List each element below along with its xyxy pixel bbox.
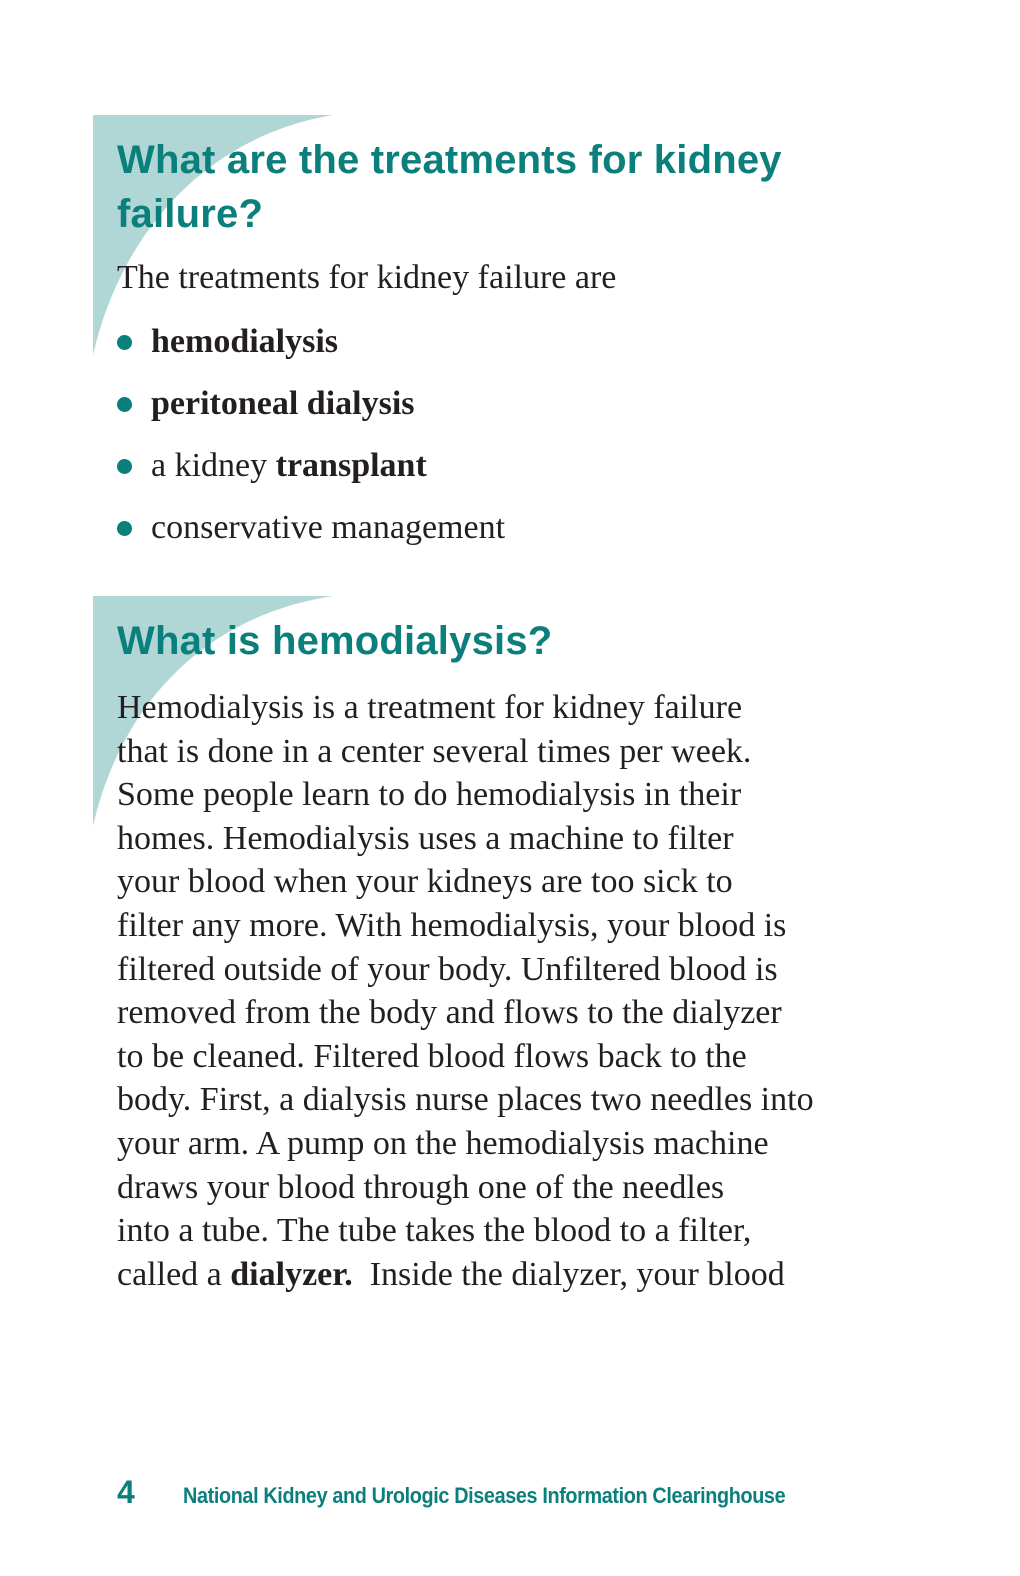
paragraph-line: to be cleaned. Filtered blood flows back to the [117,1037,747,1075]
paragraph-line: draws your blood through one of the needles [117,1168,725,1206]
list-item-text: conservative management [151,509,506,546]
paragraph-line: body. First, a dialysis nurse places two needles into [117,1081,814,1119]
paragraph-line: homes. Hemodialysis uses a machine to filter [117,819,734,857]
section-heading-hemodialysis: What is hemodialysis? [117,619,553,663]
paragraph-line: filtered outside of your body. Unfiltered blood is [117,950,778,988]
treatments-list [117,322,505,570]
bullet-icon [117,459,132,474]
paragraph-line: that is done in a center several times per week. [117,732,752,770]
treatments-intro-text: The treatments for kidney failure are [117,259,617,296]
bullet-icon [117,335,132,350]
publisher-name: National Kidney and Urologic Diseases Information Clearinghouse [183,1483,786,1508]
hemodialysis-paragraph [117,686,937,1296]
paragraph-text: Inside the dialyzer, your blood [352,1255,785,1293]
list-item [117,322,505,384]
section-heading-treatments: What are the treatments for kidney failure? [117,138,782,236]
paragraph-line: your arm. A pump on the hemodialysis machine [117,1124,769,1162]
list-item [117,384,505,446]
bullet-icon [117,397,132,412]
paragraph-line: your blood when your kidneys are too sick to [117,863,733,901]
page-footer [117,1472,852,1512]
paragraph-line [117,1253,937,1297]
page-number: 4 [117,1474,135,1510]
list-item-bold: transplant [275,447,427,484]
list-item-bold: hemodialysis [151,323,339,360]
paragraph-text: called a [117,1255,231,1293]
paragraph-line: into a tube. The tube takes the blood to a filter, [117,1212,752,1250]
paragraph-line: removed from the body and flows to the dialyzer [117,994,782,1032]
list-item-text: a kidney [151,447,276,484]
paragraph-line: Some people learn to do hemodialysis in their [117,776,742,814]
paragraph-line: Hemodialysis is a treatment for kidney failure [117,689,743,726]
list-item [117,446,505,508]
list-item-bold: peritoneal dialysis [151,385,415,422]
bullet-icon [117,521,132,536]
list-item [117,508,505,570]
paragraph-line: filter any more. With hemodialysis, your blood is [117,906,787,944]
dialyzer-term: dialyzer. [230,1255,353,1293]
